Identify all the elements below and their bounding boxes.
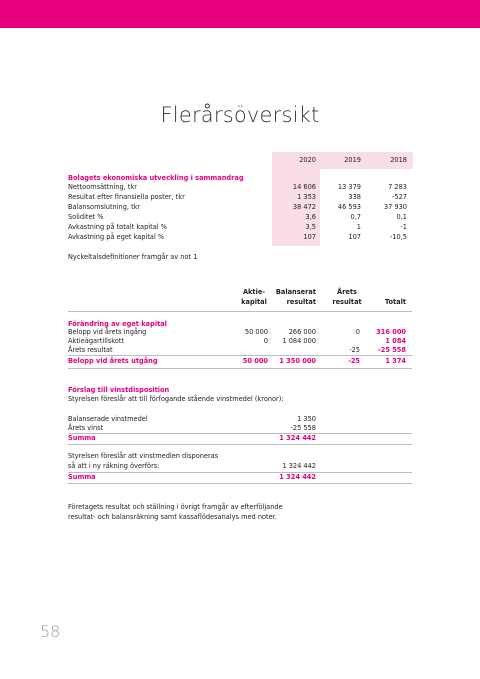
cell-value: 50 000 bbox=[242, 357, 268, 365]
intro-text: så att i ny räkning överförs: bbox=[68, 462, 160, 470]
divider bbox=[68, 472, 412, 473]
footnote: Nyckeltalsdefinitioner framgår av not 1 bbox=[68, 253, 198, 261]
page-title: Flerårsöversikt bbox=[160, 103, 320, 127]
cell-value: 7 283 bbox=[388, 183, 407, 191]
column-header: resultat bbox=[286, 298, 316, 306]
cell-value: 38 472 bbox=[292, 203, 316, 211]
row-label: Belopp vid årets ingång bbox=[68, 328, 147, 336]
cell-value: 0,7 bbox=[350, 213, 361, 221]
cell-value: -25 558 bbox=[290, 424, 316, 432]
cell-value: -25 bbox=[349, 346, 360, 354]
cell-value: 1 324 442 bbox=[282, 462, 316, 470]
cell-value: 338 bbox=[348, 193, 361, 201]
divider bbox=[68, 311, 412, 312]
cell-value: -1 bbox=[400, 223, 407, 231]
cell-value: 1 374 bbox=[385, 357, 406, 365]
cell-value: 107 bbox=[303, 233, 316, 241]
cell-value: 1 084 000 bbox=[282, 337, 316, 345]
column-header: resultat bbox=[332, 298, 362, 306]
sum-value: 1 324 442 bbox=[279, 473, 316, 481]
section-heading: Bolagets ekonomiska utveckling i sammandrag bbox=[68, 174, 244, 182]
cell-value: 107 bbox=[348, 233, 361, 241]
divider bbox=[68, 483, 412, 484]
cell-value: 1 084 bbox=[385, 337, 406, 345]
row-label: Avkastning på eget kapital % bbox=[68, 233, 165, 241]
cell-value: 37 930 bbox=[383, 203, 407, 211]
cell-value: 3,6 bbox=[305, 213, 316, 221]
divider bbox=[68, 444, 412, 445]
cell-value: 0,1 bbox=[396, 213, 407, 221]
page-number: 58 bbox=[40, 622, 61, 641]
footer-paragraph-line: Företagets resultat och ställning i övrigt framgår av efterföljande bbox=[68, 503, 283, 511]
cell-value: 316 000 bbox=[376, 328, 406, 336]
sum-value: 1 324 442 bbox=[279, 434, 316, 442]
cell-value: -25 558 bbox=[378, 346, 406, 354]
cell-value: 14 606 bbox=[292, 183, 316, 191]
cell-value: 50 000 bbox=[244, 328, 268, 336]
cell-value: 3,5 bbox=[305, 223, 316, 231]
row-label: Nettoomsättning, tkr bbox=[68, 183, 137, 191]
cell-value: 266 000 bbox=[288, 328, 316, 336]
cell-value: 13 379 bbox=[337, 183, 361, 191]
cell-value: -25 bbox=[348, 357, 360, 365]
row-label: Balansomslutning, tkr bbox=[68, 203, 141, 211]
divider bbox=[68, 368, 412, 369]
row-label: Årets resultat bbox=[68, 346, 113, 354]
sum-label: Summa bbox=[68, 473, 96, 481]
divider bbox=[68, 433, 412, 434]
divider bbox=[68, 355, 412, 356]
section-heading: Förslag till vinstdisposition bbox=[68, 386, 170, 394]
footer-paragraph-line: resultat- och balansräkning samt kassaflödesanalys med noter. bbox=[68, 513, 277, 521]
row-label: Årets vinst bbox=[68, 424, 104, 432]
year-header: 2019 bbox=[344, 156, 361, 164]
section-heading: Förändring av eget kapital bbox=[68, 320, 167, 328]
intro-text: Styrelsen föreslår att till förfogande stående vinstmedel (kronor): bbox=[68, 395, 284, 403]
cell-value: 46 593 bbox=[337, 203, 361, 211]
cell-value: 0 bbox=[263, 337, 268, 345]
cell-value: -527 bbox=[392, 193, 407, 201]
column-header: Balanserat bbox=[275, 288, 316, 296]
cell-value: 0 bbox=[355, 328, 360, 336]
cell-value: -10,5 bbox=[389, 233, 407, 241]
column-header: Årets bbox=[337, 288, 357, 296]
sum-label: Summa bbox=[68, 434, 96, 442]
cell-value: 1 353 bbox=[297, 193, 316, 201]
row-label: Avkastning på totalt kapital % bbox=[68, 223, 167, 231]
column-header: kapital bbox=[241, 298, 267, 306]
column-header: Totalt bbox=[384, 298, 406, 306]
row-label: Resultat efter finansiella poster, tkr bbox=[68, 193, 185, 201]
cell-value: 1 bbox=[356, 223, 361, 231]
cell-value: 1 350 000 bbox=[279, 357, 316, 365]
row-label: Belopp vid årets utgång bbox=[68, 357, 158, 365]
cell-value: 1 350 bbox=[297, 415, 316, 423]
column-header: Aktie- bbox=[242, 288, 266, 296]
row-label: Aktieägartillskott bbox=[68, 337, 125, 345]
year-header: 2018 bbox=[390, 156, 407, 164]
year-header: 2020 bbox=[299, 156, 316, 164]
intro-text: Styrelsen föreslår att vinstmedlen disponeras bbox=[68, 452, 219, 460]
row-label: Balanserade vinstmedel bbox=[68, 415, 148, 423]
row-label: Soliditet % bbox=[68, 213, 104, 221]
top-accent-bar bbox=[0, 0, 480, 28]
